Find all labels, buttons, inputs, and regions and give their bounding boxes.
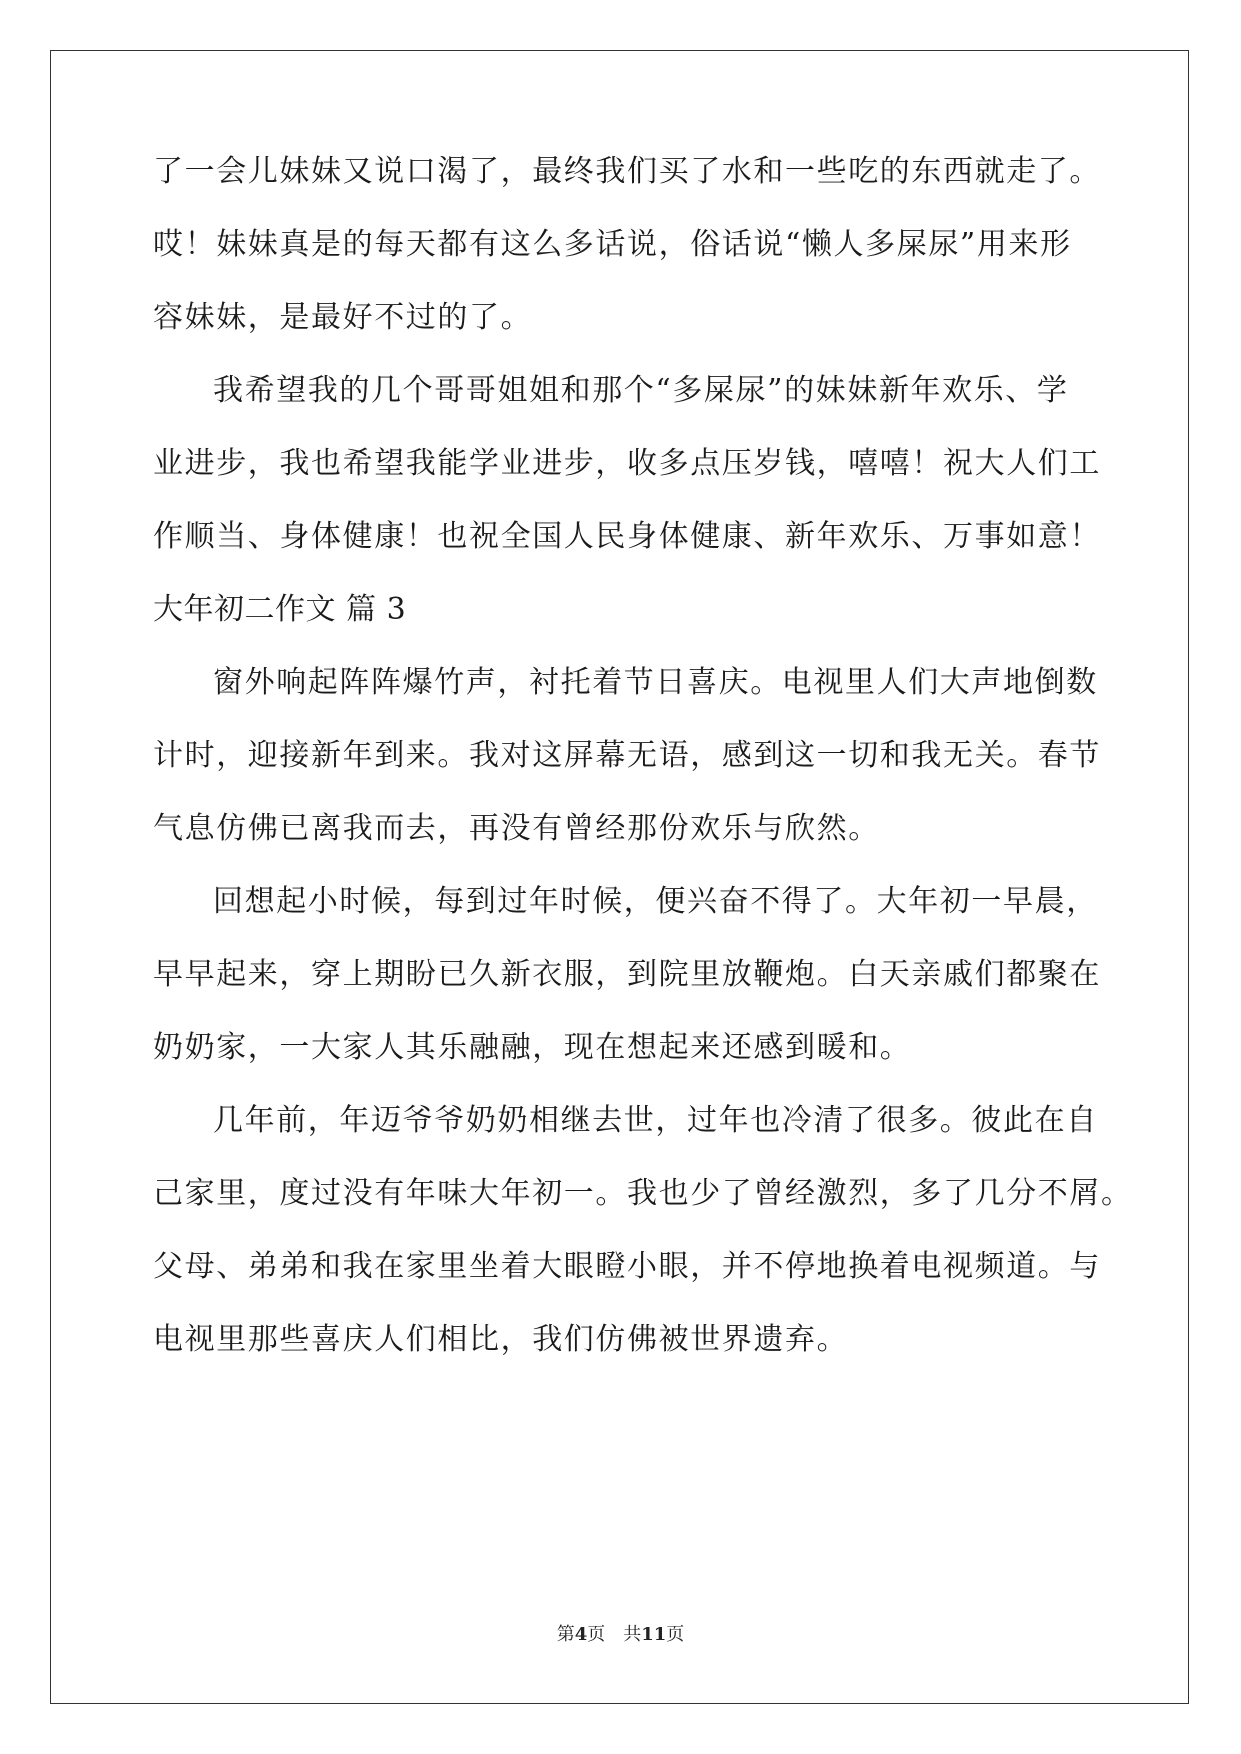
total-pages: 11 [641,1624,667,1645]
text-line: 早早起来，穿上期盼已久新衣服，到院里放鞭炮。白天亲戚们都聚在 [153,957,1101,992]
text-line: 哎！妹妹真是的每天都有这么多话说，俗话说“懒人多屎尿”用来形 [153,227,1072,262]
text-line: 容妹妹，是最好不过的了。 [153,300,533,335]
text-line: 奶奶家，一大家人其乐融融，现在想起来还感到暖和。 [153,1030,912,1065]
page-label-suffix: 页 [587,1624,606,1645]
text-line: 父母、弟弟和我在家里坐着大眼瞪小眼，并不停地换着电视频道。与 [153,1249,1101,1284]
paragraph-first-line: 几年前，年迈爷爷奶奶相继去世，过年也冷清了很多。彼此在自 [213,1103,1098,1138]
text-line: 气息仿佛已离我而去，再没有曾经那份欢乐与欣然。 [153,811,880,846]
text-line: 己家里，度过没有年味大年初一。我也少了曾经激烈，多了几分不屑。 [153,1176,1133,1211]
paragraph-first-line: 回想起小时候，每到过年时候，便兴奋不得了。大年初一早晨， [213,884,1098,919]
text-line: 电视里那些喜庆人们相比，我们仿佛被世界遗弃。 [153,1322,849,1357]
total-label-prefix: 共 [623,1624,642,1645]
paragraph-first-line: 窗外响起阵阵爆竹声，衬托着节日喜庆。电视里人们大声地倒数 [213,665,1098,700]
page-number: 4 [574,1624,588,1645]
total-label-suffix: 页 [666,1624,685,1645]
page-footer [0,1623,1241,1647]
text-line: 业进步，我也希望我能学业进步，收多点压岁钱，嘻嘻！祝大人们工 [153,446,1101,481]
paragraph-first-line: 我希望我的几个哥哥姐姐和那个“多屎尿”的妹妹新年欢乐、学 [213,373,1069,408]
section-heading: 大年初二作文 篇 3 [153,592,407,627]
page-label-prefix: 第 [556,1624,575,1645]
text-line: 作顺当、身体健康！也祝全国人民身体健康、新年欢乐、万事如意！ [153,519,1101,554]
text-line: 了一会儿妹妹又说口渴了，最终我们买了水和一些吃的东西就走了。 [153,154,1101,189]
text-line: 计时，迎接新年到来。我对这屏幕无语，感到这一切和我无关。春节 [153,738,1101,773]
